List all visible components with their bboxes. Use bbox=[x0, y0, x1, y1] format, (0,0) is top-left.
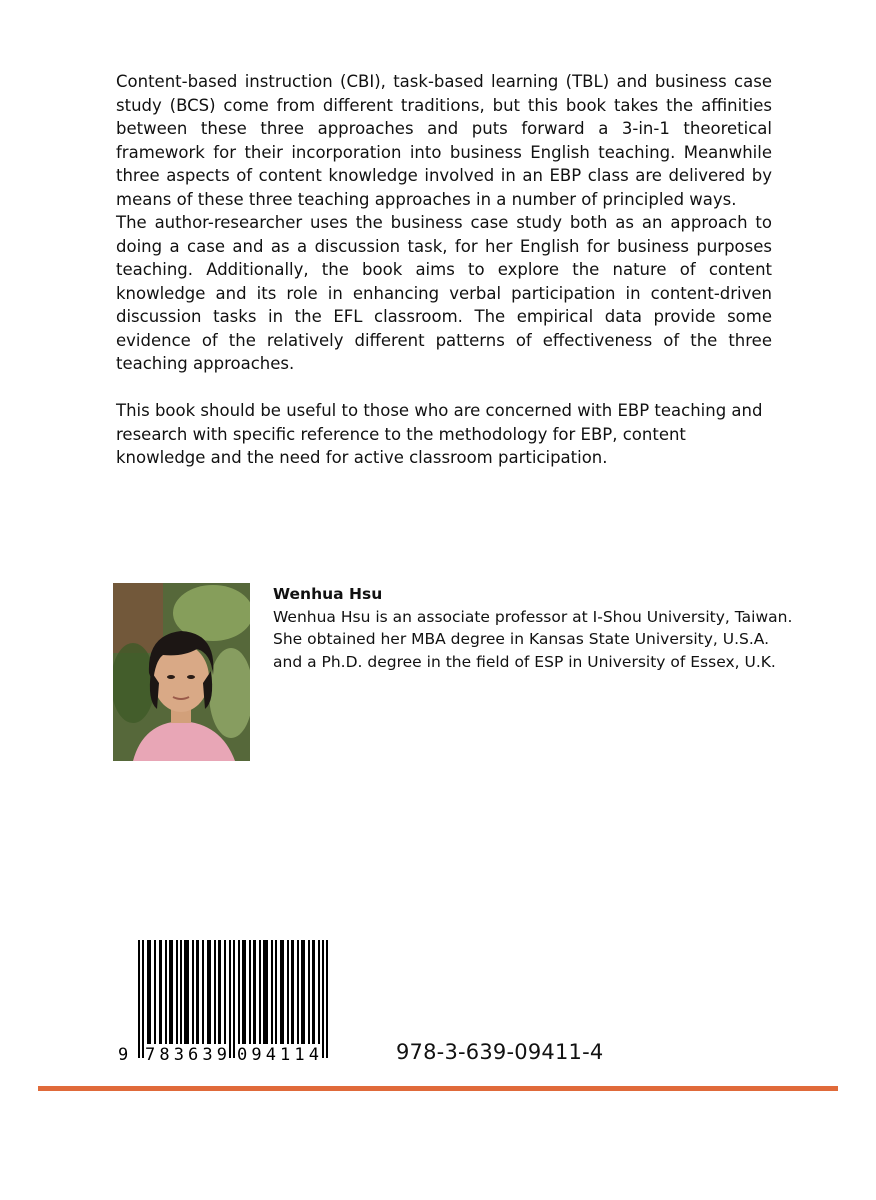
back-cover-blurb bbox=[116, 70, 772, 470]
barcode-bars bbox=[116, 940, 364, 1068]
blurb-paragraph-3: This book should be useful to those who are concerned with EBP teaching and research with specific reference to the methodology for EBP, content knowledge and the need for active classroom participation. bbox=[116, 401, 763, 467]
isbn-number: 978-3-639-09411-4 bbox=[396, 1040, 604, 1064]
barcode-right-group: 094114 bbox=[237, 1045, 319, 1065]
author-name: Wenhua Hsu bbox=[273, 585, 383, 603]
author-photo bbox=[113, 583, 250, 761]
barcode-left-group: 783639 bbox=[145, 1045, 227, 1065]
blurb-paragraph-2: The author-researcher uses the business case study both as an approach to doing a case and as a discussion task, for her English for business purposes teaching. Additionally, the book aims to explore the nature of content knowledge and its role in enhancing verbal participation in content-driven discussion tasks in the EFL classroom. The empirical data provide some evidence of the relatively different patterns of effectiveness of the three teaching approaches. bbox=[116, 213, 772, 373]
barcode-first-digit: 9 bbox=[118, 1045, 129, 1065]
blurb-paragraph-1: Content-based instruction (CBI), task-based learning (TBL) and business case study (BCS) come from different traditions, but this book takes the affinities between these three approaches and puts forward a 3-in-1 theoretical framework for their incorporation into business English teaching. Meanwhile three aspects of content knowledge involved in an EBP class are delivered by means of these three teaching approaches in a number of principled ways. bbox=[116, 72, 772, 209]
author-bio bbox=[273, 583, 793, 673]
isbn-barcode bbox=[116, 940, 364, 1068]
orange-divider-rule bbox=[38, 1086, 838, 1091]
author-bio-text: Wenhua Hsu is an associate professor at I-Shou University, Taiwan. She obtained her MBA degree in Kansas State University, U.S.A. and a Ph.D. degree in the field of ESP in University of Essex, U.K. bbox=[273, 607, 793, 671]
